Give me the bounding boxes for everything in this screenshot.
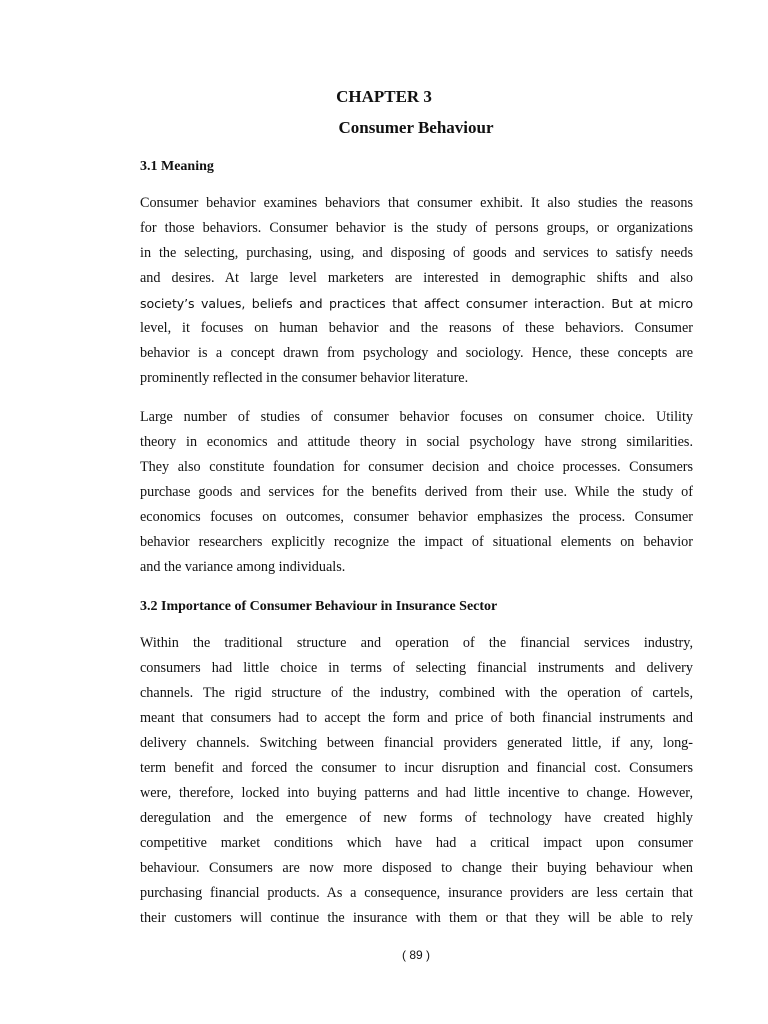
paragraph-meaning-2 (140, 405, 693, 580)
page-number: ( 89 ) (401, 948, 430, 962)
paragraph-line: theory in economics and attitude theory in social psychology have strong similarities. (140, 434, 693, 450)
paragraph-line: They also constitute foundation for consumer decision and choice processes. Consumers (140, 459, 693, 475)
paragraph-line: behavior is a concept drawn from psychology and sociology. Hence, these concepts are (140, 345, 693, 361)
paragraph-line: Large number of studies of consumer behavior focuses on consumer choice. Utility (140, 409, 693, 425)
paragraph-line: term benefit and forced the consumer to incur disruption and financial cost. Consumers (140, 760, 693, 776)
paragraph-line: delivery channels. Switching between financial providers generated little, if any, long- (140, 735, 693, 751)
paragraph-line: behavior researchers explicitly recognize the impact of situational elements on behavior (140, 534, 693, 550)
chapter-number: CHAPTER 3 (336, 87, 432, 106)
paragraph-line: behaviour. Consumers are now more disposed to change their buying behaviour when (140, 860, 693, 876)
paragraph-line: deregulation and the emergence of new forms of technology have created highly (140, 810, 693, 826)
paragraph-line: were, therefore, locked into buying patterns and had little incentive to change. However, (140, 785, 693, 801)
paragraph-line: for those behaviors. Consumer behavior is the study of persons groups, or organizations (140, 220, 693, 236)
paragraph-meaning-1 (140, 191, 693, 391)
paragraph-line: in the selecting, purchasing, using, and disposing of goods and services to satisfy needs (140, 245, 693, 261)
paragraph-line: and desires. At large level marketers are interested in demographic shifts and also (140, 270, 693, 286)
paragraph-line: level, it focuses on human behavior and the reasons of these behaviors. Consumer (140, 320, 693, 336)
paragraph-line: society’s values, beliefs and practices that affect consumer interaction. But at micro (140, 296, 693, 311)
chapter-title: Consumer Behaviour (338, 118, 494, 137)
paragraph-line: their customers will continue the insurance with them or that they will be able to rely (140, 910, 693, 926)
paragraph-line: economics focuses on outcomes, consumer behavior emphasizes the process. Consumer (140, 509, 693, 525)
paragraph-importance-1 (140, 631, 693, 931)
paragraph-line: Consumer behavior examines behaviors that consumer exhibit. It also studies the reasons (140, 195, 693, 211)
paragraph-line: meant that consumers had to accept the form and price of both financial instruments and (140, 710, 693, 726)
paragraph-line: channels. The rigid structure of the industry, combined with the operation of cartels, (140, 685, 693, 701)
section-heading-meaning: 3.1 Meaning (140, 159, 214, 174)
section-heading-importance: 3.2 Importance of Consumer Behaviour in Insurance Sector (140, 599, 498, 614)
paragraph-line: purchasing financial products. As a consequence, insurance providers are less certain that (140, 885, 693, 901)
paragraph-line: consumers had little choice in terms of selecting financial instruments and delivery (140, 660, 693, 676)
paragraph-line: and the variance among individuals. (140, 559, 346, 575)
paragraph-line: prominently reflected in the consumer behavior literature. (140, 370, 469, 386)
paragraph-line: Within the traditional structure and operation of the financial services industry, (140, 635, 693, 651)
paragraph-line: purchase goods and services for the benefits derived from their use. While the study of (140, 484, 693, 500)
paragraph-line: competitive market conditions which have had a critical impact upon consumer (140, 835, 693, 851)
